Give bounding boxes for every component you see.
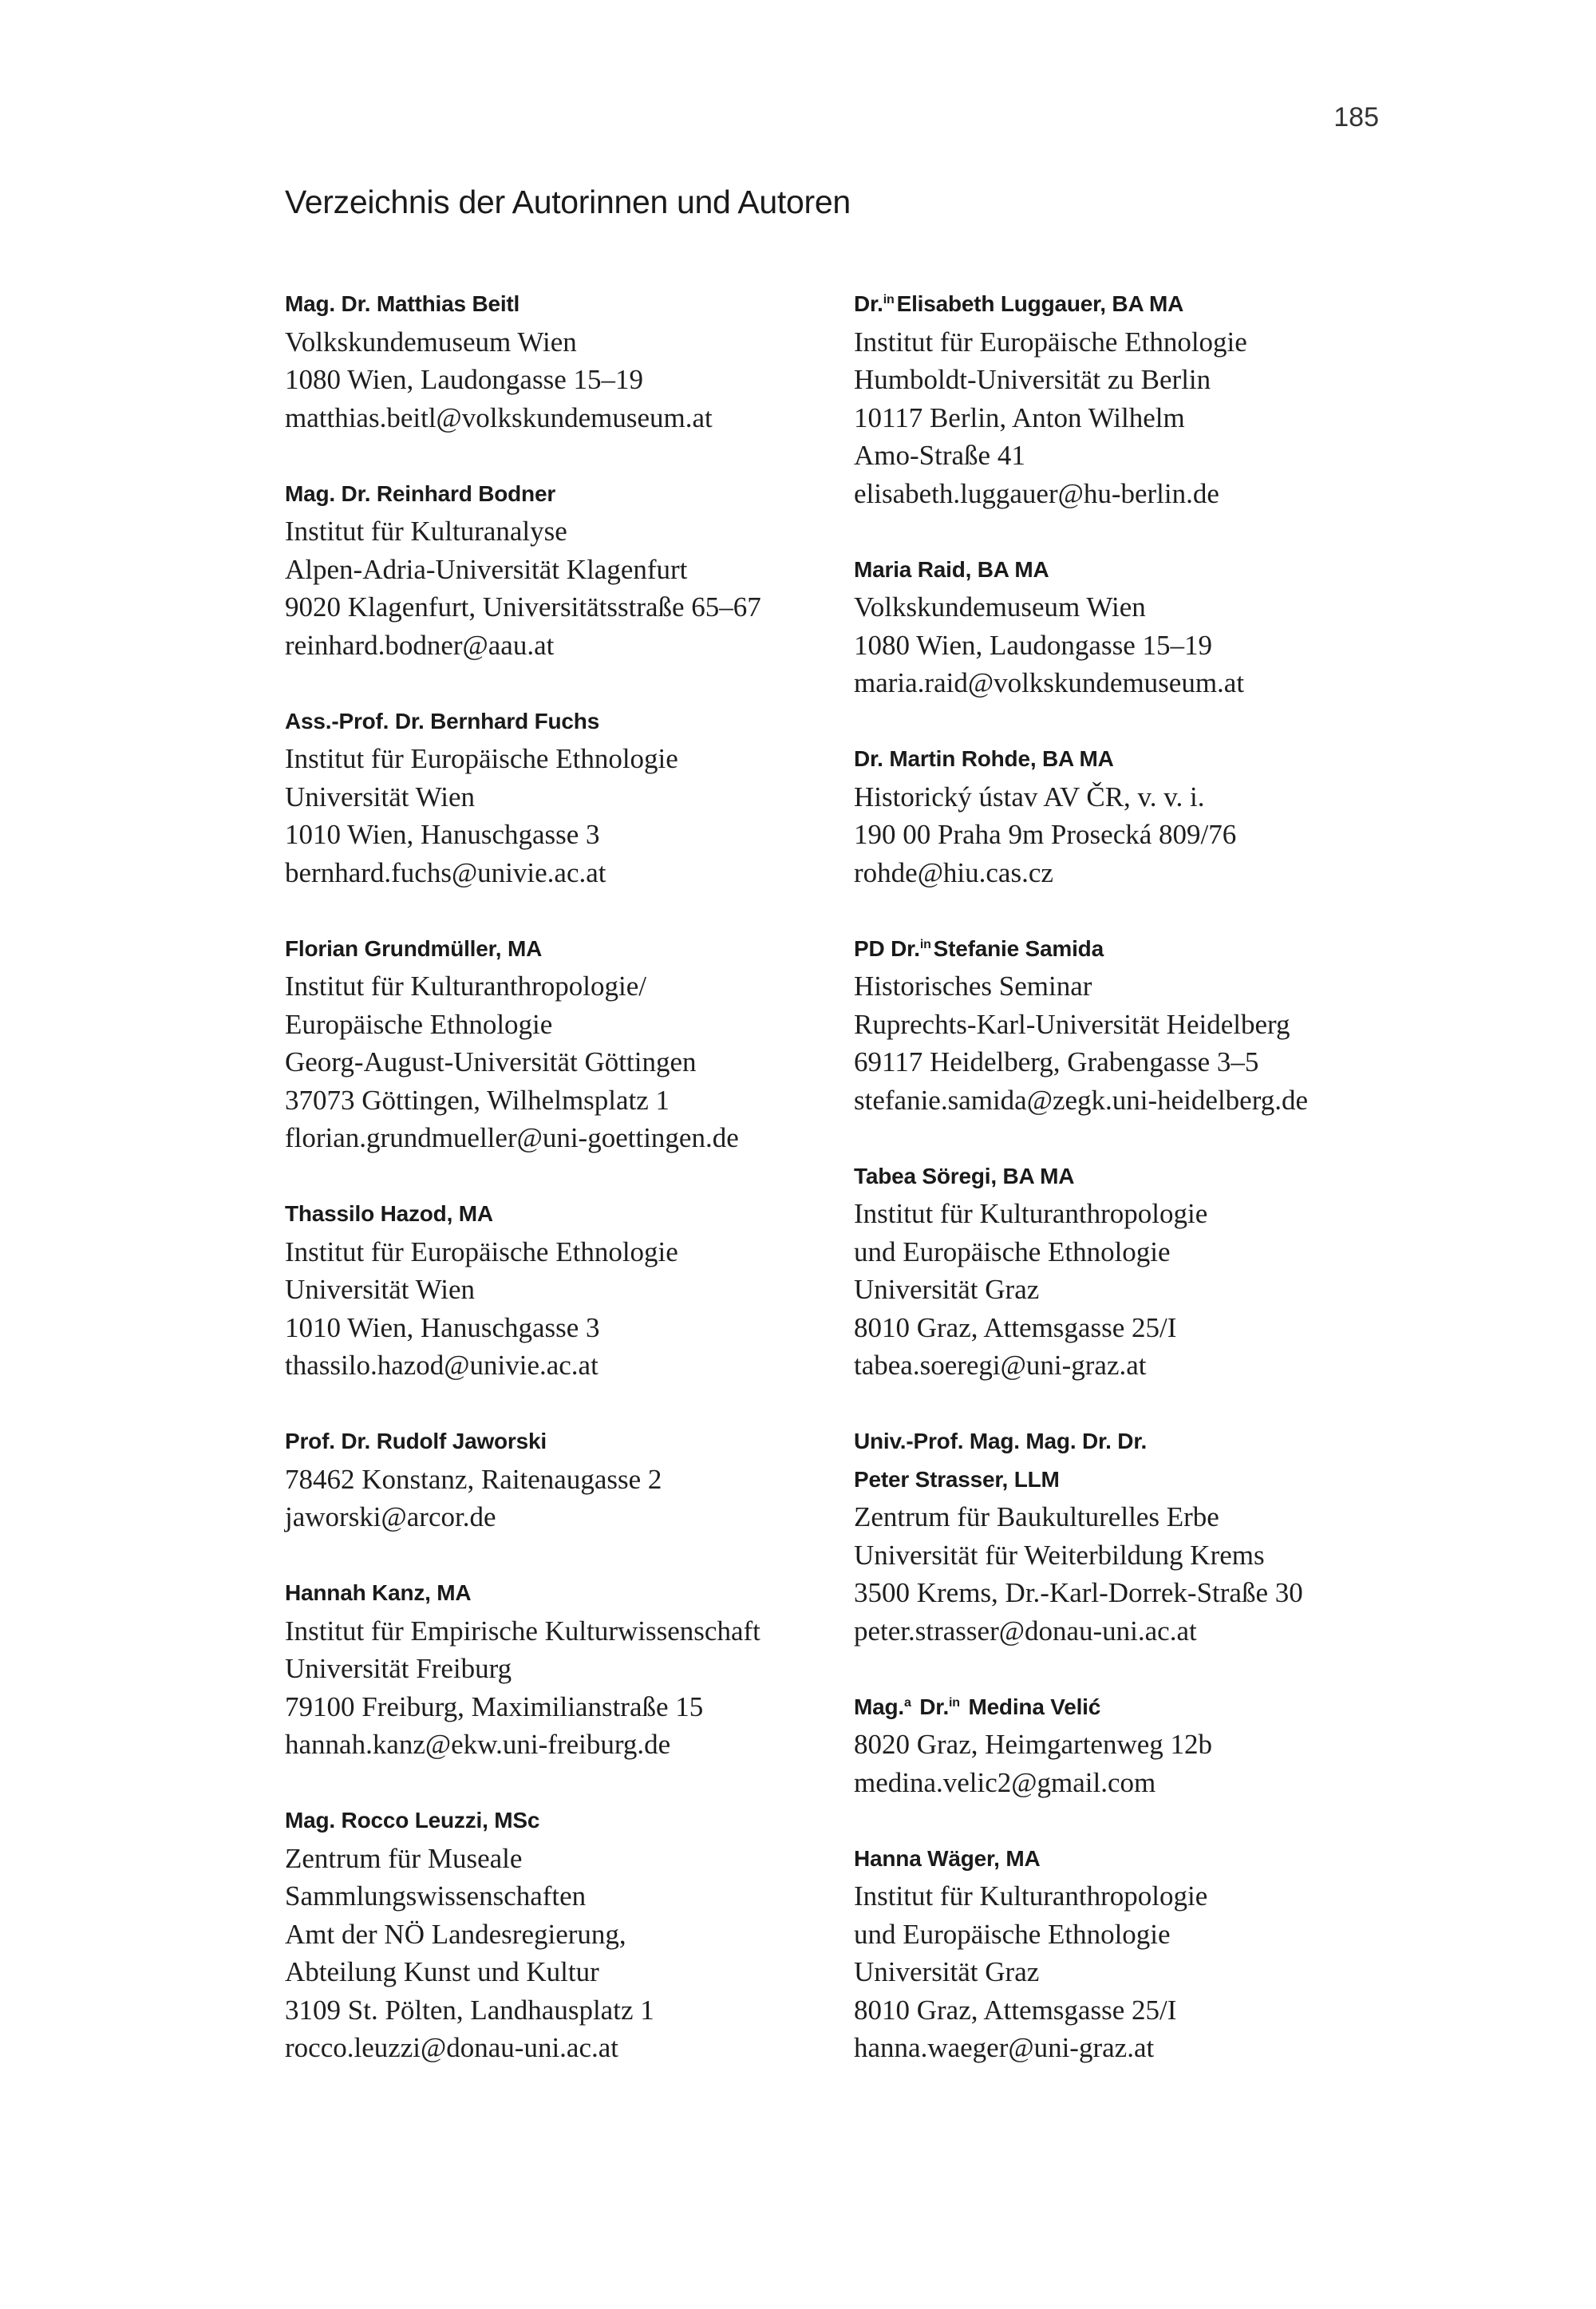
address-line: Institut für Europäische Ethnologie bbox=[285, 1236, 678, 1267]
author-name-text: Prof. Dr. Rudolf Jaworski bbox=[285, 1429, 547, 1453]
author-entry bbox=[285, 930, 843, 1157]
author-column-left bbox=[285, 285, 843, 2105]
author-entry bbox=[854, 551, 1412, 702]
address-line: 79100 Freiburg, Maximilianstraße 15 bbox=[285, 1690, 704, 1722]
address-line: 37073 Göttingen, Wilhelmsplatz 1 bbox=[285, 1084, 670, 1116]
author-email: tabea.soeregi@uni-graz.at bbox=[854, 1350, 1147, 1381]
address-line: Institut für Kulturanthropologie bbox=[854, 1198, 1208, 1229]
address-line: Institut für Europäische Ethnologie bbox=[854, 326, 1247, 358]
address-line: 3109 St. Pölten, Landhausplatz 1 bbox=[285, 1994, 654, 2026]
address-line: Zentrum für Baukulturelles Erbe bbox=[854, 1501, 1219, 1532]
address-line: 10117 Berlin, Anton Wilhelm bbox=[854, 401, 1185, 433]
address-line: Georg-August-Universität Göttingen bbox=[285, 1046, 697, 1077]
author-name-text: PD Dr. bbox=[854, 935, 920, 961]
title-superscript: in bbox=[919, 937, 931, 951]
author-name-text: Univ.-Prof. Mag. Mag. Dr. Dr. bbox=[854, 1429, 1148, 1453]
author-name bbox=[854, 1422, 1412, 1461]
author-email: hannah.kanz@ekw.uni-freiburg.de bbox=[285, 1729, 671, 1760]
author-name-text: Dr. Martin Rohde, BA MA bbox=[854, 746, 1114, 771]
address-line: Universität Freiburg bbox=[285, 1653, 512, 1684]
author-email: rocco.leuzzi@donau-uni.ac.at bbox=[285, 2032, 619, 2063]
author-name-text: Dr. bbox=[913, 1694, 950, 1719]
author-email: peter.strasser@donau-uni.ac.at bbox=[854, 1615, 1197, 1647]
address-line: Volkskundemuseum Wien bbox=[854, 591, 1146, 623]
author-entry bbox=[854, 1688, 1412, 1802]
author-entry bbox=[285, 1574, 843, 1764]
address-line: 1080 Wien, Laudongasse 15–19 bbox=[285, 364, 643, 395]
author-email: jaworski@arcor.de bbox=[285, 1501, 496, 1532]
author-name bbox=[285, 702, 843, 741]
address-line: Institut für Kulturanalyse bbox=[285, 516, 567, 547]
address-line: Universität Graz bbox=[854, 1274, 1040, 1305]
address-line: 1080 Wien, Laudongasse 15–19 bbox=[854, 629, 1212, 661]
address-line: Universität Graz bbox=[854, 1956, 1040, 1987]
author-name-text: Mag. bbox=[854, 1694, 904, 1719]
author-name bbox=[285, 285, 843, 323]
author-entry bbox=[285, 1422, 843, 1536]
address-line: Amo-Straße 41 bbox=[854, 440, 1025, 471]
author-name-text: Mag. Dr. Reinhard Bodner bbox=[285, 480, 556, 506]
author-name-text: Dr. bbox=[854, 291, 883, 316]
author-entry bbox=[854, 740, 1412, 892]
author-entry bbox=[854, 1840, 1412, 2067]
address-line: Institut für Empirische Kulturwissenschaft bbox=[285, 1615, 760, 1647]
author-email: matthias.beitl@volkskundemuseum.at bbox=[285, 401, 713, 433]
author-name-text: Hannah Kanz, MA bbox=[285, 1580, 472, 1605]
title-superscript: in bbox=[949, 1695, 960, 1710]
author-name bbox=[854, 285, 1412, 323]
address-line: Amt der NÖ Landesregierung, bbox=[285, 1918, 626, 1950]
author-name-text: Medina Velić bbox=[962, 1694, 1101, 1719]
author-name bbox=[285, 930, 843, 968]
address-line: 3500 Krems, Dr.-Karl-Dorrek-Straße 30 bbox=[854, 1577, 1303, 1608]
address-line: Historisches Seminar bbox=[854, 971, 1092, 1002]
author-name bbox=[285, 1195, 843, 1233]
author-entry bbox=[285, 1195, 843, 1385]
author-name bbox=[854, 1157, 1412, 1196]
address-line: Institut für Kulturanthropologie bbox=[854, 1880, 1208, 1912]
author-email: bernhard.fuchs@univie.ac.at bbox=[285, 856, 606, 888]
author-name bbox=[854, 1688, 1412, 1726]
author-email: maria.raid@volkskundemuseum.at bbox=[854, 667, 1245, 698]
author-name bbox=[854, 740, 1412, 778]
author-email: florian.grundmueller@uni-goettingen.de bbox=[285, 1122, 739, 1153]
author-column-right bbox=[854, 285, 1412, 2105]
address-line: Europäische Ethnologie bbox=[285, 1008, 553, 1040]
address-line: 8010 Graz, Attemsgasse 25/I bbox=[854, 1994, 1177, 2026]
author-email: hanna.waeger@uni-graz.at bbox=[854, 2032, 1155, 2063]
author-name bbox=[854, 551, 1412, 589]
address-line: Institut für Kulturanthropologie/ bbox=[285, 971, 646, 1002]
author-name-text: Mag. Rocco Leuzzi, MSc bbox=[285, 1808, 540, 1833]
author-name-text: Maria Raid, BA MA bbox=[854, 556, 1049, 582]
author-name-text: Ass.-Prof. Dr. Bernhard Fuchs bbox=[285, 708, 600, 733]
author-email: stefanie.samida@zegk.uni-heidelberg.de bbox=[854, 1084, 1309, 1116]
author-name-text: Elisabeth Luggauer, BA MA bbox=[896, 291, 1184, 316]
address-line: und Europäische Ethnologie bbox=[854, 1918, 1171, 1950]
address-line: 78462 Konstanz, Raitenaugasse 2 bbox=[285, 1463, 662, 1495]
address-line: Ruprechts-Karl-Universität Heidelberg bbox=[854, 1008, 1290, 1040]
author-name bbox=[854, 1840, 1412, 1878]
address-line: 9020 Klagenfurt, Universitätsstraße 65–67 bbox=[285, 591, 761, 623]
author-name-text: Tabea Söregi, BA MA bbox=[854, 1163, 1075, 1188]
author-name-text: Mag. Dr. Matthias Beitl bbox=[285, 291, 520, 316]
address-line: Institut für Europäische Ethnologie bbox=[285, 743, 678, 774]
address-line: Sammlungswissenschaften bbox=[285, 1880, 587, 1912]
author-name bbox=[854, 1461, 1412, 1499]
author-name-text: Stefanie Samida bbox=[933, 935, 1104, 961]
author-entry bbox=[854, 930, 1412, 1120]
address-line: 1010 Wien, Hanuschgasse 3 bbox=[285, 819, 600, 850]
author-entry bbox=[285, 285, 843, 437]
author-name bbox=[854, 930, 1412, 968]
page-number: 185 bbox=[1333, 102, 1379, 132]
author-name bbox=[285, 1422, 843, 1461]
address-line: 69117 Heidelberg, Grabengasse 3–5 bbox=[854, 1046, 1259, 1077]
address-line: Humboldt-Universität zu Berlin bbox=[854, 364, 1211, 395]
address-line: 1010 Wien, Hanuschgasse 3 bbox=[285, 1311, 600, 1343]
author-name bbox=[285, 475, 843, 513]
address-line: 8010 Graz, Attemsgasse 25/I bbox=[854, 1311, 1177, 1343]
address-line: Universität für Weiterbildung Krems bbox=[854, 1539, 1265, 1571]
address-line: 8020 Graz, Heimgartenweg 12b bbox=[854, 1729, 1213, 1760]
address-line: und Europäische Ethnologie bbox=[854, 1236, 1171, 1267]
author-name-text: Florian Grundmüller, MA bbox=[285, 935, 543, 961]
author-name bbox=[285, 1574, 843, 1612]
author-entry bbox=[854, 1157, 1412, 1385]
address-line: Volkskundemuseum Wien bbox=[285, 326, 577, 358]
author-name-text: Peter Strasser, LLM bbox=[854, 1466, 1060, 1492]
title-superscript: a bbox=[903, 1695, 911, 1710]
author-entry bbox=[854, 1422, 1412, 1650]
author-entry bbox=[285, 1801, 843, 2067]
author-email: thassilo.hazod@univie.ac.at bbox=[285, 1350, 598, 1381]
address-line: Alpen-Adria-Universität Klagenfurt bbox=[285, 553, 688, 585]
address-line: Abteilung Kunst und Kultur bbox=[285, 1956, 599, 1987]
address-line: Zentrum für Museale bbox=[285, 1842, 523, 1874]
author-name-text: Hanna Wäger, MA bbox=[854, 1845, 1041, 1871]
author-entry bbox=[285, 702, 843, 892]
author-email: reinhard.bodner@aau.at bbox=[285, 629, 555, 661]
author-email: rohde@hiu.cas.cz bbox=[854, 856, 1053, 888]
address-line: Universität Wien bbox=[285, 781, 476, 812]
address-line: 190 00 Praha 9m Prosecká 809/76 bbox=[854, 819, 1237, 850]
address-line: Historický ústav AV ČR, v. v. i. bbox=[854, 781, 1205, 812]
author-name bbox=[285, 1801, 843, 1840]
author-email: elisabeth.luggauer@hu-berlin.de bbox=[854, 477, 1219, 509]
page-title: Verzeichnis der Autorinnen und Autoren bbox=[285, 184, 851, 220]
address-line: Universität Wien bbox=[285, 1274, 476, 1305]
author-name-text: Thassilo Hazod, MA bbox=[285, 1201, 493, 1226]
author-entry bbox=[854, 285, 1412, 512]
title-superscript: in bbox=[883, 293, 895, 306]
author-email: medina.velic2@gmail.com bbox=[854, 1766, 1156, 1798]
author-entry bbox=[285, 475, 843, 665]
